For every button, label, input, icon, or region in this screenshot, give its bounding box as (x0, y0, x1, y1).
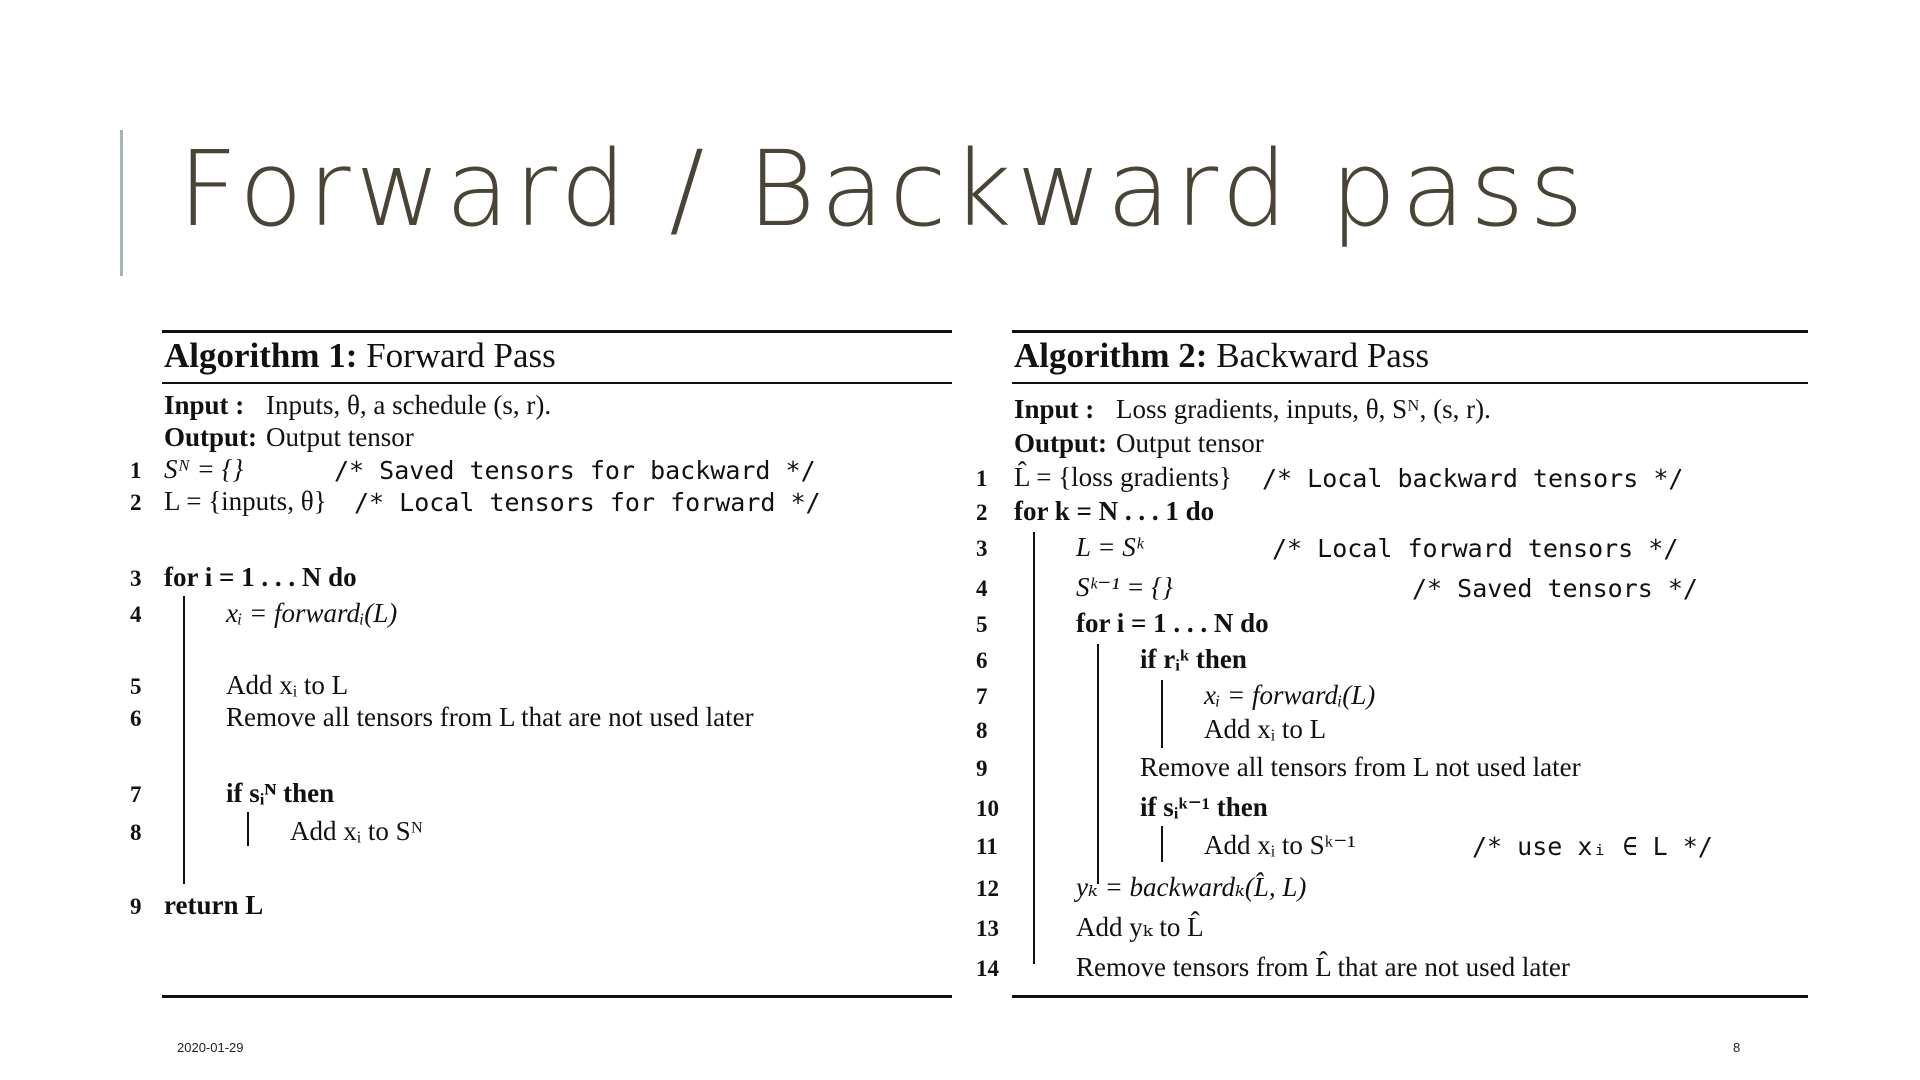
algorithm-1-name: Forward Pass (366, 336, 556, 375)
algorithm-1-label: Algorithm 1: (164, 336, 358, 375)
slide-page-number: 8 (1733, 1040, 1741, 1055)
inner-for-bar (1097, 644, 1099, 884)
algorithm-1-box: Algorithm 1: Forward Pass Input : Inputs, θ, a schedule (s, r). Output: Output tensor 1 Sᴺ = {} /* Saved tensors for backward */ 2 L = {inputs, θ} /* Local tensors for forward */ 3 for i = 1 . . . N do 4 xᵢ = forwardᵢ(L) 5 Add xᵢ to L 6 Remove all tensors from L that are not used later 7 if sᵢᴺ then 8 Add xᵢ to Sᴺ 9 return L (162, 330, 952, 998)
algorithm-2-label: Algorithm 2: (1014, 336, 1208, 375)
bottom-rule (162, 995, 952, 998)
mid-rule (1012, 382, 1808, 384)
algorithm-1-title (164, 336, 556, 376)
algorithm-2-title (1014, 336, 1429, 376)
slide-title: Forward / Backward pass (178, 128, 1589, 250)
algorithm-2-name: Backward Pass (1216, 336, 1430, 375)
bottom-rule (1012, 995, 1808, 998)
mid-rule (162, 382, 952, 384)
if-r-bar (1161, 680, 1163, 748)
outer-for-bar (1033, 532, 1035, 964)
top-rule (1012, 330, 1808, 333)
if-block-bar (247, 812, 249, 846)
if-s-bar (1161, 826, 1163, 862)
for-loop-bar (183, 596, 185, 884)
title-accent-bar (120, 130, 123, 276)
algorithm-2-box: Algorithm 2: Backward Pass Input : Loss gradients, inputs, θ, Sᴺ, (s, r). Output: Output tensor 1 L̂ = {loss gradients} /* Local backward tensors */ 2 for k = N . . . 1 do 3 L = Sᵏ /* Local forward tensors */ 4 Sᵏ⁻¹ = {} /* Saved tensors */ 5 for i = 1 . . . N do 6 if rᵢᵏ then 7 xᵢ = forwardᵢ(L) 8 Add xᵢ to L 9 Remove all tensors from L not used later 10 if sᵢᵏ⁻¹ then 11 Add xᵢ to Sᵏ⁻¹ /* use xᵢ ∈ L */ 12 yₖ = backwardₖ(L̂, L) 13 Add yₖ to L̂ 14 Remove tensors from L̂ that are not used later (1012, 330, 1808, 998)
top-rule (162, 330, 952, 333)
slide-date: 2020-01-29 (177, 1040, 244, 1055)
